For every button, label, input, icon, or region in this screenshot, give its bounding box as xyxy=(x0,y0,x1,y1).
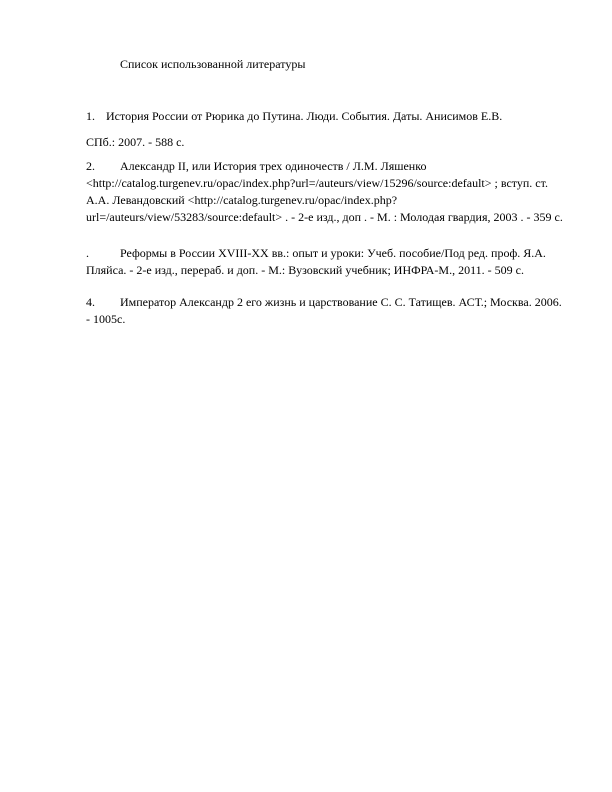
entry-number: . xyxy=(86,246,89,260)
reference-entry-1 xyxy=(86,108,566,125)
entry-text: Реформы в России XVIII-XX вв.: опыт и уроки: Учеб. пособие/Под ред. проф. Я.А. Пляйса. - 2-е изд., перераб. и доп. - М.: Вузовский учебник; ИНФРА-М., 2011. - 509 с. xyxy=(86,246,546,277)
reference-entry-1-continuation: СПб.: 2007. - 588 с. xyxy=(86,135,185,149)
entry-number: 1. xyxy=(86,109,95,123)
reference-entry-2 xyxy=(86,158,566,226)
reference-entry-3 xyxy=(86,245,566,279)
page-title: Список использованной литературы xyxy=(120,57,306,71)
reference-entry-4 xyxy=(86,294,566,328)
entry-text: Александр II, или История трех одиночеств / Л.М. Ляшенко <http://catalog.turgenev.ru/opac/index.php?url=/auteurs/view/15296/source:default> ; вступ. ст. А.А. Левандовский <http://catalog.turgenev.ru/opac/index.php?url=/auteurs/view/53283/source:default> . - 2-е изд., доп . - М. : Молодая гвардия, 2003 . - 359 с. xyxy=(86,159,563,224)
entry-number: 4. xyxy=(86,295,95,309)
entry-text: История России от Рюрика до Путина. Люди. События. Даты. Анисимов Е.В. xyxy=(106,109,503,123)
entry-number: 2. xyxy=(86,159,95,173)
entry-text: Император Александр 2 его жизнь и царствование С. С. Татищев. АСТ.; Москва. 2006. - 1005с. xyxy=(86,295,562,326)
